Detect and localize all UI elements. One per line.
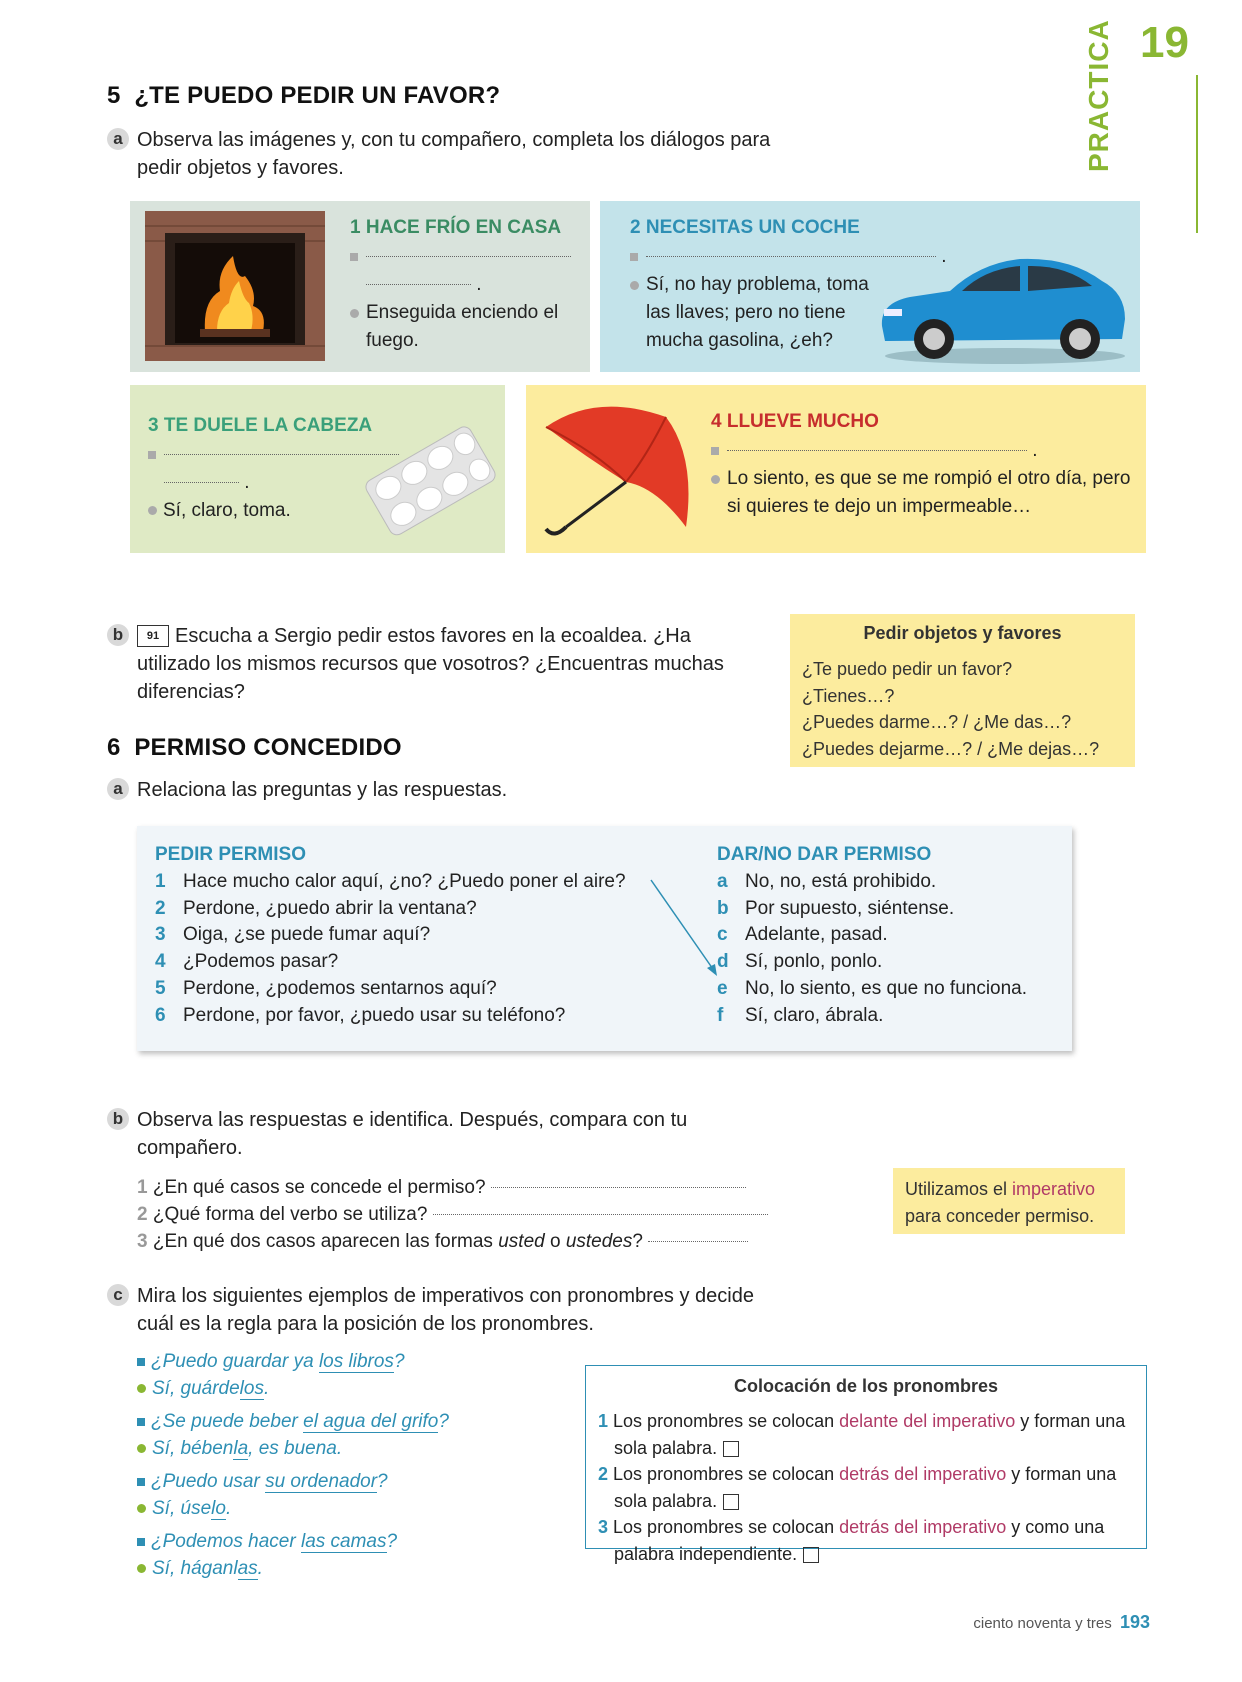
umbrella-image bbox=[536, 397, 711, 547]
rule-item: 3 Los pronombres se colocan detrás del imperativo y como una palabra independiente. bbox=[598, 1517, 1105, 1564]
exercise-6a bbox=[107, 776, 507, 804]
speaker-b-icon bbox=[137, 1444, 146, 1453]
example-pair: ¿Puedo guardar ya los libros? Sí, guárdelos. bbox=[137, 1348, 449, 1402]
card-title: 1 HACE FRÍO EN CASA bbox=[350, 217, 562, 238]
card-3 bbox=[130, 385, 505, 553]
question-item: 2 Perdone, ¿puedo abrir la ventana? bbox=[155, 897, 477, 919]
matching-right-title: DAR/NO DAR PERMISO bbox=[717, 844, 932, 865]
fireplace-image bbox=[145, 211, 325, 361]
checkbox[interactable] bbox=[803, 1547, 819, 1563]
speaker-a-icon bbox=[137, 1418, 145, 1426]
rules-box-title: Colocación de los pronombres bbox=[733, 1376, 999, 1396]
answer-item: e No, lo siento, es que no funciona. bbox=[717, 977, 1028, 999]
exercise-badge: a bbox=[107, 778, 129, 800]
rule-item: 1 Los pronombres se colocan delante del imperativo y forman una sola palabra. bbox=[598, 1411, 1126, 1458]
dialog-blank: . bbox=[148, 441, 399, 497]
exercise-5b bbox=[107, 622, 767, 706]
speaker-b-icon bbox=[711, 475, 720, 484]
imperativo-note: Utilizamos el imperativo para conceder permiso. bbox=[893, 1168, 1125, 1234]
answer-item: b Por supuesto, siéntense. bbox=[717, 897, 955, 919]
exercise-badge: a bbox=[107, 128, 129, 150]
question-line: 2 ¿Qué forma del verbo se utiliza? bbox=[137, 1201, 768, 1228]
question-line: 3 ¿En qué dos casos aparecen las formas usted o ustedes? bbox=[137, 1228, 768, 1255]
card-4 bbox=[526, 385, 1146, 553]
question-item: 5 Perdone, ¿podemos sentarnos aquí? bbox=[155, 977, 497, 999]
audio-track-icon[interactable]: 91 bbox=[137, 625, 169, 647]
card-title: 2 NECESITAS UN COCHE bbox=[630, 217, 860, 238]
card-title: 3 TE DUELE LA CABEZA bbox=[148, 415, 373, 436]
unit-number: 19 bbox=[1140, 18, 1189, 67]
exercise-5a bbox=[107, 126, 807, 182]
exercise-6b bbox=[107, 1106, 787, 1162]
speaker-b-icon bbox=[137, 1564, 146, 1573]
exercise-badge: b bbox=[107, 624, 129, 646]
page-footer bbox=[973, 1612, 1150, 1633]
favores-box bbox=[790, 614, 1135, 767]
dialog-reply: Lo siento, es que se me rompió el otro día, pero si quieres te dejo un impermeable… bbox=[711, 465, 1136, 521]
dialog-reply: Enseguida enciendo el fuego. bbox=[350, 299, 580, 355]
unit-label-vertical: PRACTICA bbox=[1083, 19, 1114, 172]
dialog-reply: Sí, claro, toma. bbox=[148, 497, 291, 525]
rules-box bbox=[585, 1365, 1147, 1564]
answer-list bbox=[717, 869, 1027, 1029]
speaker-b-icon bbox=[350, 309, 359, 318]
page-number-words: ciento noventa y tres bbox=[973, 1615, 1112, 1632]
favores-line: ¿Tienes…? bbox=[802, 685, 895, 706]
header-rule bbox=[1196, 75, 1198, 233]
question-list bbox=[155, 869, 626, 1029]
dialog-blank: . bbox=[630, 243, 947, 271]
speaker-b-icon bbox=[630, 281, 639, 290]
section-title-text: PERMISO CONCEDIDO bbox=[134, 734, 402, 761]
pills-image bbox=[360, 420, 500, 540]
speaker-a-icon bbox=[137, 1358, 145, 1366]
section-title-text: ¿TE PUEDO PEDIR UN FAVOR? bbox=[134, 82, 501, 109]
checkbox[interactable] bbox=[723, 1441, 739, 1457]
exercise-badge: b bbox=[107, 1108, 129, 1130]
section-number: 5 bbox=[107, 82, 121, 109]
card-2 bbox=[600, 201, 1140, 372]
matching-left-title: PEDIR PERMISO bbox=[155, 844, 306, 865]
checkbox[interactable] bbox=[723, 1494, 739, 1510]
favores-line: ¿Te puedo pedir un favor? bbox=[802, 659, 1013, 679]
section-number: 6 bbox=[107, 734, 121, 761]
answer-item: c Adelante, pasad. bbox=[717, 924, 888, 946]
speaker-a-icon bbox=[137, 1538, 145, 1546]
favores-line: ¿Puedes dejarme…? / ¿Me dejas…? bbox=[802, 738, 1100, 759]
matching-box bbox=[137, 826, 1072, 1051]
favores-line: ¿Puedes darme…? / ¿Me das…? bbox=[802, 712, 1072, 732]
exercise-instruction: Escucha a Sergio pedir estos favores en la ecoaldea. ¿Ha utilizado los mismos recursos que vosotros? ¿Encuentras muchas diferencias? bbox=[137, 625, 724, 703]
match-arrow-icon bbox=[647, 876, 727, 986]
card-title: 4 LLUEVE MUCHO bbox=[711, 411, 879, 432]
favores-box-title: Pedir objetos y favores bbox=[863, 623, 1062, 643]
dialog-blank: . bbox=[350, 243, 571, 299]
speaker-b-icon bbox=[148, 506, 157, 515]
section-5-title bbox=[107, 82, 500, 110]
speaker-b-icon bbox=[137, 1384, 146, 1393]
speaker-b-icon bbox=[137, 1504, 146, 1513]
car-image bbox=[870, 241, 1135, 369]
answer-item: f Sí, claro, ábrala. bbox=[717, 1004, 884, 1026]
answer-item: d Sí, ponlo, ponlo. bbox=[717, 951, 883, 973]
example-pair: ¿Podemos hacer las camas? Sí, háganlas. bbox=[137, 1528, 449, 1582]
card-1 bbox=[130, 201, 590, 372]
exercise-instruction: Mira los siguientes ejemplos de imperativos con pronombres y decide cuál es la regla para la posición de los pronombres. bbox=[137, 1285, 754, 1335]
answer-item: a No, no, está prohibido. bbox=[717, 871, 937, 892]
exercise-6b-questions bbox=[137, 1174, 768, 1255]
exercise-instruction: Observa las imágenes y, con tu compañero, completa los diálogos para pedir objetos y favores. bbox=[137, 129, 771, 179]
rule-item: 2 Los pronombres se colocan detrás del imperativo y forman una sola palabra. bbox=[598, 1464, 1117, 1511]
example-pair: ¿Se puede beber el agua del grifo? Sí, bébenla, es buena. bbox=[137, 1408, 449, 1462]
speaker-a-icon bbox=[711, 447, 719, 455]
section-6-title bbox=[107, 734, 402, 762]
question-line: 1 ¿En qué casos se concede el permiso? bbox=[137, 1174, 768, 1201]
speaker-a-icon bbox=[148, 451, 156, 459]
exercise-6c bbox=[107, 1282, 787, 1338]
example-list bbox=[137, 1348, 449, 1582]
question-item: 1 Hace mucho calor aquí, ¿no? ¿Puedo poner el aire? bbox=[155, 871, 626, 892]
exercise-instruction: Relaciona las preguntas y las respuestas. bbox=[137, 779, 508, 801]
question-item: 3 Oiga, ¿se puede fumar aquí? bbox=[155, 924, 431, 946]
example-pair: ¿Puedo usar su ordenador? Sí, úselo. bbox=[137, 1468, 449, 1522]
question-item: 4 ¿Podemos pasar? bbox=[155, 951, 339, 973]
exercise-instruction: Observa las respuestas e identifica. Después, compara con tu compañero. bbox=[137, 1109, 688, 1159]
speaker-a-icon bbox=[630, 253, 638, 261]
dialog-reply: Sí, no hay problema, toma las llaves; pero no tiene mucha gasolina, ¿eh? bbox=[630, 271, 880, 355]
question-item: 6 Perdone, por favor, ¿puedo usar su teléfono? bbox=[155, 1004, 566, 1026]
exercise-badge: c bbox=[107, 1284, 129, 1306]
speaker-a-icon bbox=[350, 253, 358, 261]
speaker-a-icon bbox=[137, 1478, 145, 1486]
favores-box-lines bbox=[802, 656, 1099, 762]
dialog-blank: . bbox=[711, 437, 1038, 465]
page-number: 193 bbox=[1119, 1612, 1150, 1632]
rules-list bbox=[598, 1408, 1138, 1567]
